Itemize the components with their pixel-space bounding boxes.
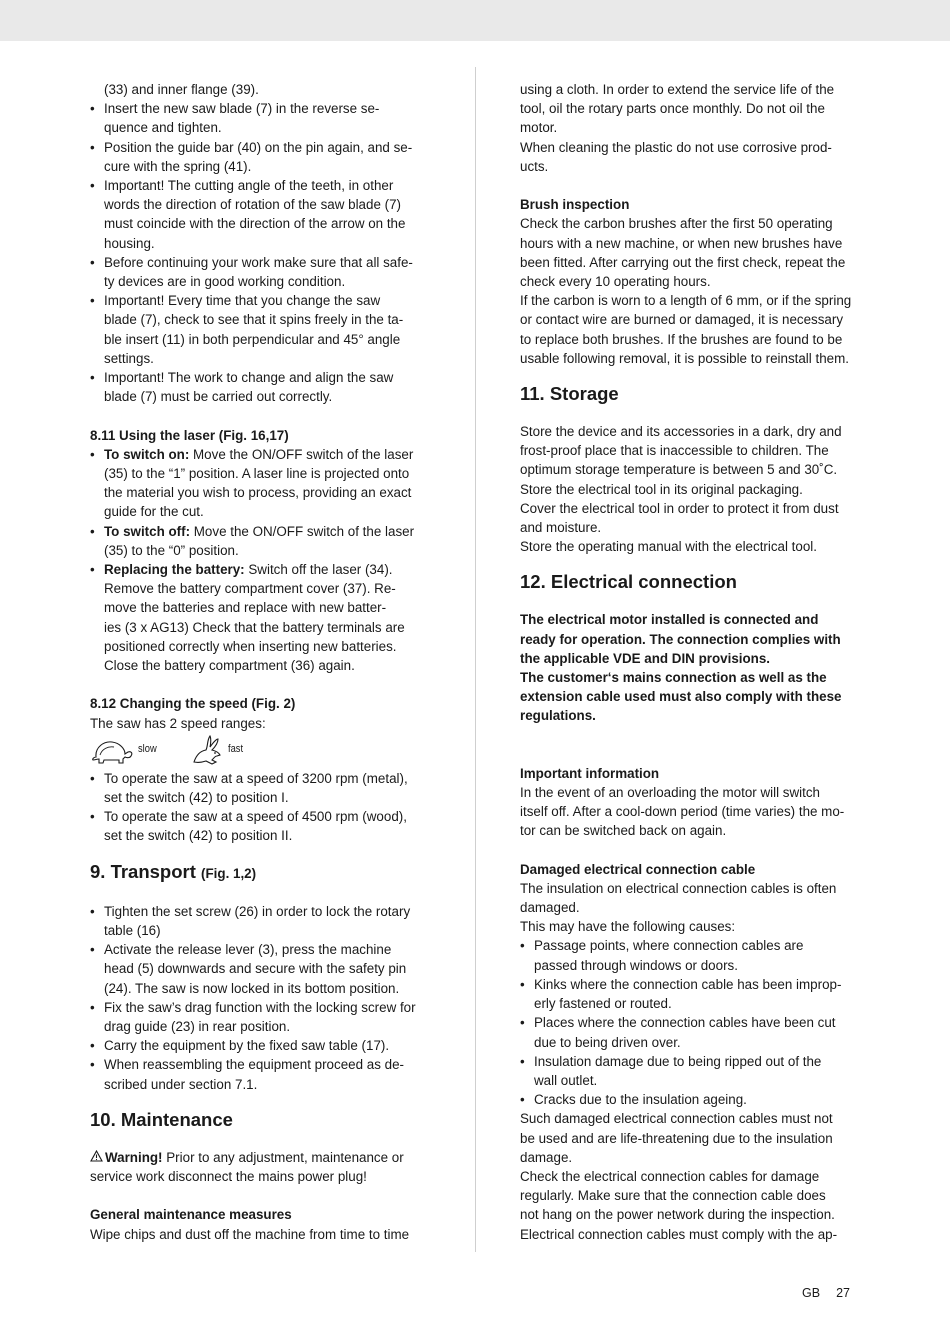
maintenance-heading: 10. Maintenance (90, 1108, 233, 1130)
footer-language: GB (802, 1286, 821, 1300)
important-heading: Important information (520, 765, 660, 781)
list-item: • Insulation damage due to being ripped out of the wall outlet. (520, 1052, 865, 1090)
laser-item-switch-on (90, 445, 435, 522)
speed-slow-label: slow (138, 743, 157, 756)
brush-heading: Brush inspection (520, 197, 630, 213)
laser-heading: 8.11 Using the laser (Fig. 16,17) (90, 427, 289, 443)
list-item: • Carry the equipment by the fixed saw table (17). (90, 1036, 435, 1055)
list-item: • Important! The cutting angle of the teeth, in other words the direction of rotation of the saw blade (7) must coincide with the direction of the arrow on the housing. (90, 176, 435, 253)
page-footer (786, 1284, 850, 1303)
list-item: • Cracks due to the insulation ageing. (520, 1090, 865, 1109)
continued-line: (33) and inner flange (39). (104, 82, 259, 97)
left-column (90, 80, 435, 1244)
warning-paragraph (90, 1148, 435, 1186)
damaged-cable-intro: The insulation on electrical connection cables is often damaged. This may have the following causes: (520, 880, 837, 935)
speed-slow (90, 735, 160, 765)
list-item: • To operate the saw at a speed of 4500 rpm (wood), set the switch (42) to position II. (90, 807, 435, 845)
damaged-cable-bullet-list (520, 936, 865, 1109)
general-maintenance-heading: General maintenance measures (90, 1207, 292, 1223)
turtle-icon (90, 735, 134, 765)
right-column (520, 80, 865, 1244)
important-text: In the event of an overloading the motor will switch itself off. After a cool-down period (time varies) the mo- tor can be switched back on again. (520, 784, 845, 839)
list-item: • Passage points, where connection cables are passed through windows or doors. (520, 936, 865, 974)
damaged-cable-heading: Damaged electrical connection cable (520, 861, 756, 877)
storage-text: Store the device and its accessories in a dark, dry and frost-proof place that is inaccessible to children. The optimum storage temperature is between 5 and 30˚C. Store the electrical tool in its original packaging. Cover the electrical tool in order to protect it from dust and moisture. Store the operating manual with the electrical tool. (520, 424, 842, 555)
list-item: • Important! The work to change and align the saw blade (7) must be carried out correctly. (90, 368, 435, 406)
warning-text: Prior to any adjustment, maintenance or service work disconnect the mains power plug! (90, 1149, 404, 1184)
damaged-cable-after: Such damaged electrical connection cables must not be used and are life-threatening due to the insulation damage. Check the electrical connection cables for damage regularly. Make sure that the connection cable does not hang on the power network during the inspection. Electrical connection cables must comply with the ap- (520, 1111, 838, 1242)
laser-item-text: Move the ON/OFF switch of the laser (35) to the “1” position. A laser line is projected onto the material you wish to process, providing an exact guide for the cut. (104, 446, 414, 520)
electrical-bold-text: The electrical motor installed is connected and ready for operation. The connection complies with the applicable VDE and DIN provisions. The customer‘s mains connection as well as the extension cable used must also comply with these regulations. (520, 612, 842, 724)
column-divider (475, 67, 476, 1252)
transport-heading (90, 860, 435, 886)
speed-fast-label: fast (228, 743, 244, 756)
list-item: • Fix the saw’s drag function with the locking screw for drag guide (23) in rear position. (90, 998, 435, 1036)
laser-item-battery (90, 560, 435, 675)
blade-bullet-list (90, 99, 435, 406)
transport-title: 9. Transport (90, 860, 196, 882)
general-maintenance-text: Wipe chips and dust off the machine from time to time (90, 1226, 410, 1242)
transport-fig: (Fig. 1,2) (201, 865, 257, 881)
laser-item-label: To switch off: (104, 523, 191, 539)
rabbit-icon (190, 734, 224, 766)
list-item: • To operate the saw at a speed of 3200 rpm (metal), set the switch (42) to position I. (90, 769, 435, 807)
list-item: • Activate the release lever (3), press the machine head (5) downwards and secure with the safety pin (24). The saw is now locked in its bottom position. (90, 940, 435, 998)
warning-label: Warning! (105, 1149, 163, 1165)
laser-item-label: To switch on: (104, 446, 190, 462)
laser-item-text: Move the ON/OFF switch of the laser (35) to the “0” position. (104, 523, 415, 558)
laser-item-text: Switch off the laser (34). Remove the battery compartment cover (37). Re- move the batteries and replace with new batter- ies (3 x AG13) Check that the battery terminals are positioned correctly when inserting new batteries. Close the battery compartment (36) again. (104, 562, 405, 674)
page-number: 27 (836, 1286, 850, 1300)
speed-bullet-list (90, 769, 435, 846)
speed-fast (190, 734, 246, 766)
warning-triangle-icon (90, 1148, 103, 1167)
laser-item-label: Replacing the battery: (104, 562, 245, 578)
electrical-heading: 12. Electrical connection (520, 571, 737, 593)
list-item: • Position the guide bar (40) on the pin again, and se- cure with the spring (41). (90, 138, 435, 176)
laser-item-switch-off (90, 522, 435, 560)
transport-bullet-list (90, 902, 435, 1094)
list-item: • Important! Every time that you change the saw blade (7), check to see that it spins freely in the ta- ble insert (11) in both perpendicular and 45° angle settings. (90, 291, 435, 368)
laser-bullet-list (90, 445, 435, 675)
list-item: • When reassembling the equipment proceed as de- scribed under section 7.1. (90, 1055, 435, 1093)
list-item: • Insert the new saw blade (7) in the reverse se- quence and tighten. (90, 99, 435, 137)
speed-heading: 8.12 Changing the speed (Fig. 2) (90, 696, 296, 712)
top-band (0, 0, 950, 41)
list-item: • Kinks where the connection cable has been improp- erly fastened or routed. (520, 975, 865, 1013)
list-item: • Places where the connection cables have been cut due to being driven over. (520, 1013, 865, 1051)
list-item: • Tighten the set screw (26) in order to lock the rotary table (16) (90, 902, 435, 940)
speed-icons-row (90, 731, 435, 769)
storage-heading: 11. Storage (520, 383, 619, 405)
speed-intro: The saw has 2 speed ranges: (90, 715, 266, 731)
list-item: • Before continuing your work make sure that all safe- ty devices are in good working condition. (90, 253, 435, 291)
brush-text: Check the carbon brushes after the first 50 operating hours with a new machine, or when new brushes have been fitted. After carrying out the first check, repeat the check every 10 operating hours. If the carbon is worn to a length of 6 mm, or if the spring or contact wire are burned or damaged, it is necessary to replace both brushes. If the brushes are found to be usable following removal, it is possible to reinstall them. (520, 216, 852, 366)
cleaning-text: using a cloth. In order to extend the service life of the tool, oil the rotary parts once monthly. Do not oil the motor. When cleaning the plastic do not use corrosive prod- ucts. (520, 82, 835, 174)
